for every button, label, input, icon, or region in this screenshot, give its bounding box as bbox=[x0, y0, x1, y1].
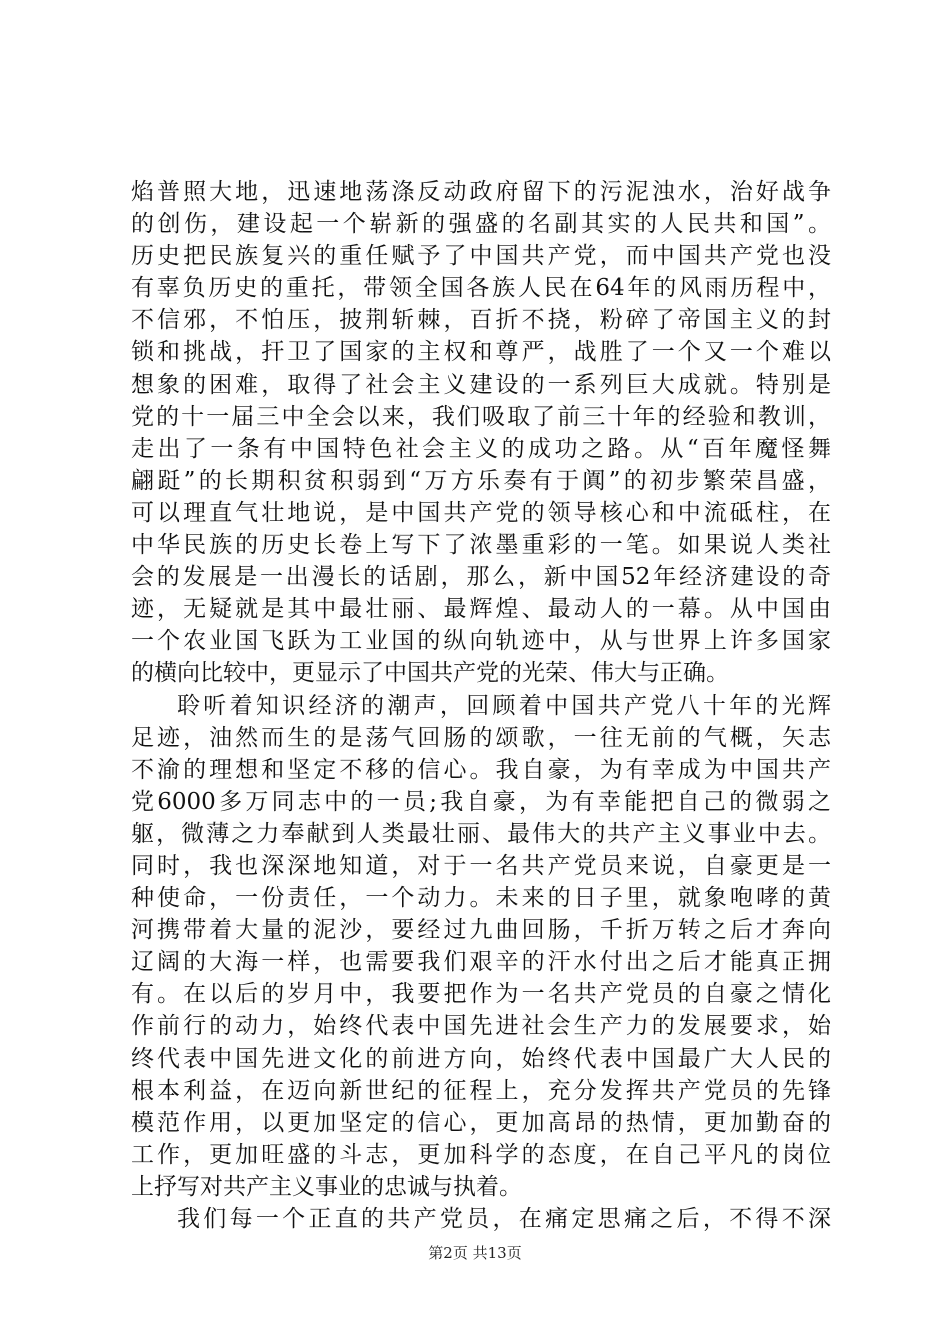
text-line: 模范作用，以更加坚定的信心，更加高昂的热情，更加勤奋的 bbox=[131, 1109, 831, 1136]
text-line: 种使命，一份责任，一个动力。未来的日子里，就象咆哮的黄 bbox=[131, 885, 831, 912]
text-line: 工作，更加旺盛的斗志，更加科学的态度，在自己平凡的岗位 bbox=[131, 1141, 831, 1168]
text-line: 锁和挑战，扞卫了国家的主权和尊严，战胜了一个又一个难以 bbox=[131, 339, 831, 366]
text-line: 党的十一届三中全会以来，我们吸取了前三十年的经验和教训， bbox=[131, 403, 831, 430]
text-line: 翩跹”的长期积贫积弱到“万方乐奏有于阗”的初步繁荣昌盛， bbox=[131, 467, 831, 494]
text-line: 同时，我也深深地知道，对于一名共产党员来说，自豪更是一 bbox=[131, 852, 831, 879]
text-line: 不渝的理想和坚定不移的信心。我自豪，为有幸成为中国共产 bbox=[131, 756, 831, 783]
text-line: 走出了一条有中国特色社会主义的成功之路。从“百年魔怪舞 bbox=[131, 435, 831, 462]
text-line: 终代表中国先进文化的前进方向，始终代表中国最广大人民的 bbox=[131, 1045, 831, 1072]
text-line: 会的发展是一出漫长的话剧，那么，新中国52年经济建设的奇 bbox=[131, 564, 831, 591]
paragraph-1 bbox=[131, 176, 831, 690]
document-body bbox=[131, 176, 831, 1235]
text-line: 聆听着知识经济的潮声，回顾着中国共产党八十年的光辉 bbox=[177, 692, 831, 719]
text-line: 河携带着大量的泥沙，要经过九曲回肠，千折万转之后才奔向 bbox=[131, 917, 831, 944]
text-line: 作前行的动力，始终代表中国先进社会生产力的发展要求，始 bbox=[131, 1013, 831, 1040]
text-line: 可以理直气壮地说，是中国共产党的领导核心和中流砥柱，在 bbox=[131, 499, 831, 526]
text-line: 焰普照大地，迅速地荡涤反动政府留下的污泥浊水，治好战争 bbox=[131, 179, 831, 205]
text-line: 的创伤，建设起一个崭新的强盛的名副其实的人民共和国”。 bbox=[131, 211, 831, 238]
text-line: 不信邪，不怕压，披荆斩棘，百折不挠，粉碎了帝国主义的封 bbox=[131, 307, 831, 334]
text-line: 辽阔的大海一样，也需要我们艰辛的汗水付出之后才能真正拥 bbox=[131, 949, 831, 976]
paragraph-3 bbox=[131, 1203, 831, 1235]
text-line: 一个农业国飞跃为工业国的纵向轨迹中，从与世界上许多国家 bbox=[131, 628, 831, 655]
text-line: 中华民族的历史长卷上写下了浓墨重彩的一笔。如果说人类社 bbox=[131, 532, 831, 559]
text-line: 有辜负历史的重托，带领全国各族人民在64年的风雨历程中， bbox=[131, 275, 831, 302]
text-line: 历史把民族复兴的重任赋予了中国共产党，而中国共产党也没 bbox=[131, 243, 831, 270]
text-line: 足迹，油然而生的是荡气回肠的颂歌，一往无前的气概，矢志 bbox=[131, 724, 831, 751]
page-footer bbox=[0, 1242, 950, 1263]
text-line: 想象的困难，取得了社会主义建设的一系列巨大成就。特别是 bbox=[131, 371, 831, 398]
text-line: 上抒写对共产主义事业的忠诚与执着。 bbox=[131, 1173, 522, 1200]
text-line: 我们每一个正直的共产党员，在痛定思痛之后，不得不深 bbox=[177, 1206, 831, 1232]
text-line: 躯，微薄之力奉献到人类最壮丽、最伟大的共产主义事业中去。 bbox=[131, 820, 831, 847]
paragraph-2 bbox=[131, 690, 831, 1204]
text-line: 根本利益，在迈向新世纪的征程上，充分发挥共产党员的先锋 bbox=[131, 1077, 831, 1104]
text-line: 党6000多万同志中的一员;我自豪，为有幸能把自己的微弱之 bbox=[131, 788, 831, 815]
page-number-label: 第2页 共13页 bbox=[428, 1244, 522, 1262]
text-line: 的横向比较中，更显示了中国共产党的光荣、伟大与正确。 bbox=[131, 660, 729, 687]
text-line: 有。在以后的岁月中，我要把作为一名共产党员的自豪之情化 bbox=[131, 981, 831, 1008]
text-line: 迹，无疑就是其中最壮丽、最辉煌、最动人的一幕。从中国由 bbox=[131, 596, 831, 623]
